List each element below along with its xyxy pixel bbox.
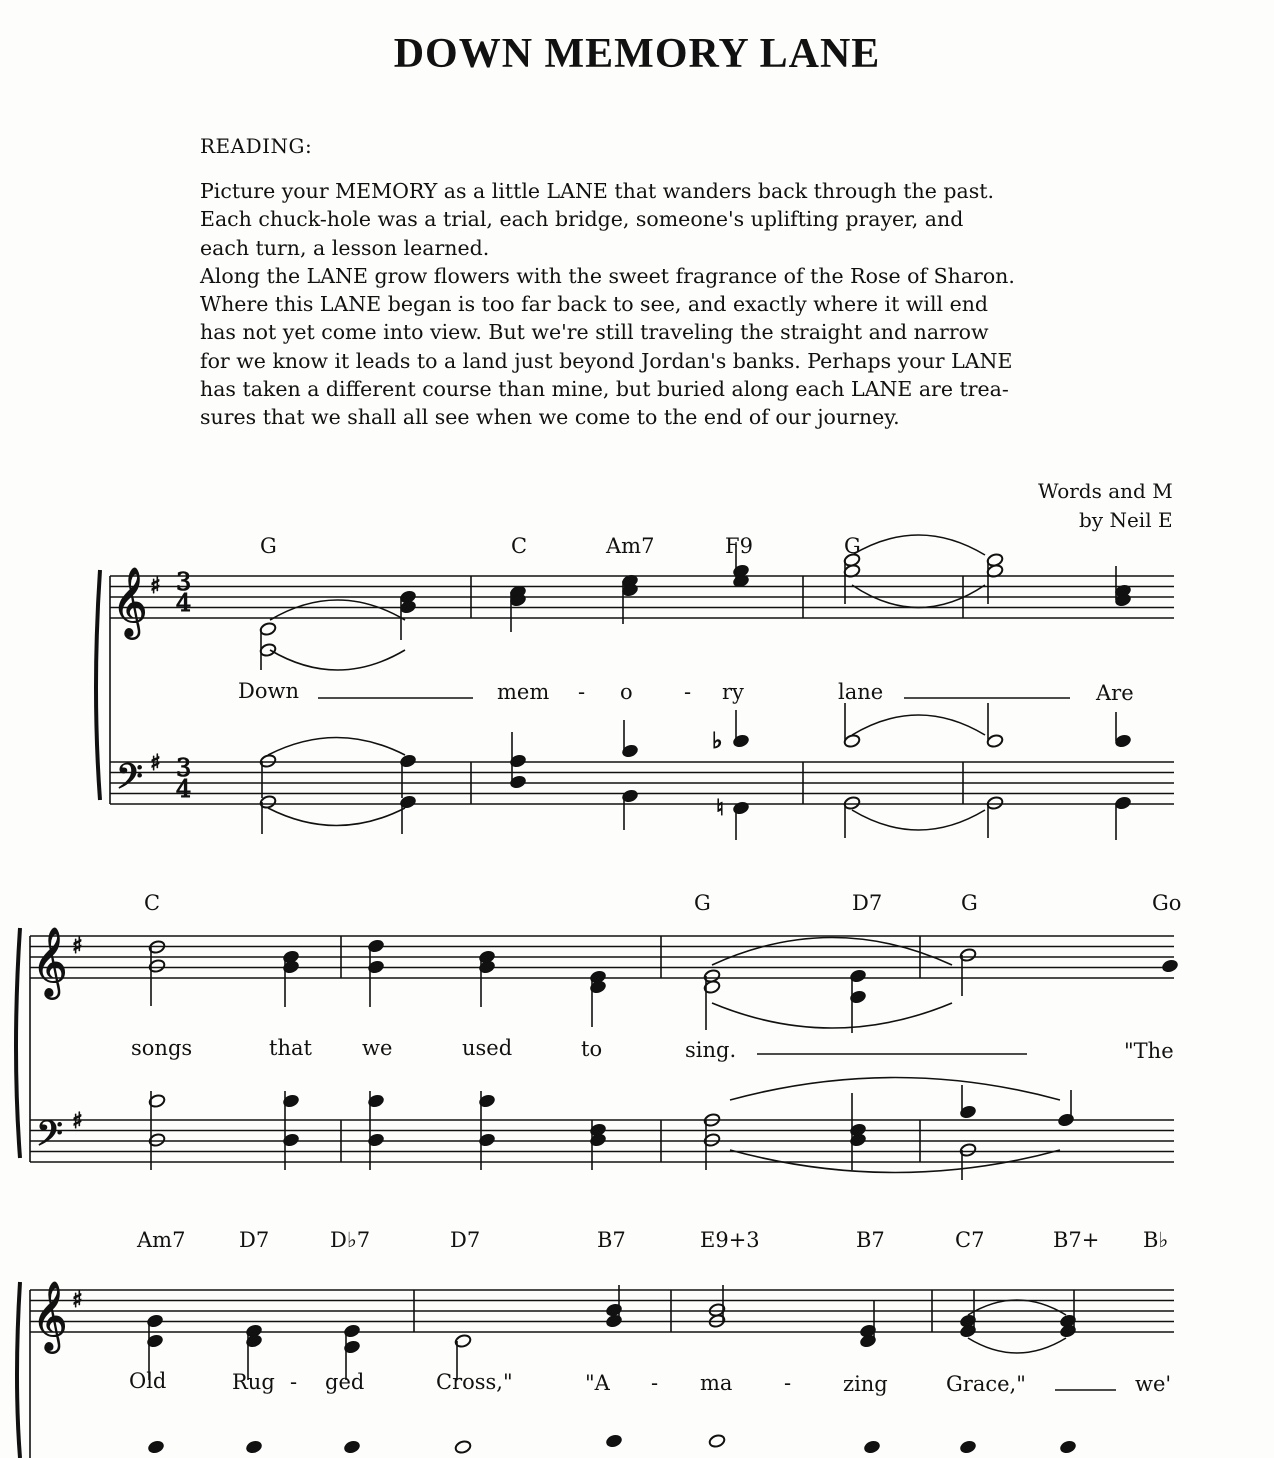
page-title: DOWN MEMORY LANE: [393, 31, 881, 77]
slur: [712, 938, 952, 966]
notehead: [1057, 1113, 1075, 1128]
lyric-syllable: to: [581, 1037, 603, 1061]
time-signature-denominator: 4: [176, 775, 192, 803]
lyric-syllable: Rug: [232, 1370, 275, 1394]
key-signature-sharp: ♯: [72, 1109, 83, 1134]
notehead: [245, 1440, 263, 1455]
lyric-syllable: ma: [700, 1371, 733, 1395]
lyric-syllable: o: [620, 680, 633, 704]
lyric-syllable: Grace,": [946, 1372, 1026, 1396]
key-signature-sharp: ♯: [72, 934, 83, 959]
reading-line: Each chuck-hole was a trial, each bridge, someone's uplifting prayer, and: [200, 207, 964, 232]
lyric-syllable: Down: [238, 679, 299, 703]
reading-line: each turn, a lesson learned.: [200, 235, 490, 260]
slur: [270, 650, 405, 670]
treble-clef: 𝄞: [112, 567, 148, 637]
reading-line: has not yet come into view. But we're still traveling the straight and narrow: [200, 320, 989, 345]
flat-accidental: ♭: [712, 729, 723, 754]
time-signature-denominator: 4: [176, 589, 192, 617]
lyric-syllable: "A: [585, 1371, 610, 1395]
chord-symbol: C: [144, 891, 161, 915]
credit-author: by Neil E: [1079, 508, 1173, 532]
lyric-syllable: we': [1135, 1372, 1172, 1396]
reading-line: Where this LANE began is too far back to see, and exactly where it will end: [200, 292, 989, 317]
slur: [852, 535, 985, 555]
lyric-syllable: Cross,": [436, 1370, 513, 1394]
notehead: [863, 1440, 881, 1455]
notehead: [732, 734, 750, 749]
slur: [968, 1300, 1066, 1315]
chord-symbol: B7: [597, 1228, 626, 1252]
bass-staff: [110, 762, 1174, 804]
slur: [730, 1078, 1060, 1101]
reading-line: for we know it leads to a land just beyond Jordan's banks. Perhaps your LANE: [200, 348, 1013, 373]
chord-symbol: E9+3: [700, 1228, 760, 1252]
slur: [852, 715, 985, 735]
lyric-syllable: -: [784, 1371, 792, 1395]
key-signature-sharp: ♯: [72, 1288, 83, 1313]
chord-symbol: D7: [852, 891, 883, 915]
reading-line: sures that we shall all see when we come to the end of our journey.: [200, 405, 900, 430]
slur: [712, 1003, 952, 1028]
reading-line: Picture your MEMORY as a little LANE that wanders back through the past.: [200, 179, 994, 203]
notehead: [259, 643, 277, 658]
chord-symbol: B7+: [1053, 1228, 1100, 1252]
lyric-syllable: Old: [129, 1369, 167, 1393]
chord-symbol: Am7: [606, 534, 655, 558]
slur: [270, 600, 405, 620]
reading-label: READING:: [200, 134, 313, 158]
lyric-syllable: zing: [843, 1372, 888, 1396]
lyric-syllable: -: [684, 680, 692, 704]
lyric-syllable: ry: [722, 680, 744, 704]
key-signature-sharp: ♯: [150, 574, 161, 599]
notehead: [399, 600, 417, 615]
reading-line: Along the LANE grow flowers with the sweet fragrance of the Rose of Sharon.: [200, 263, 1015, 288]
lyric-syllable: ged: [325, 1370, 365, 1394]
lyric-syllable: "The: [1124, 1039, 1174, 1063]
chord-symbol: G: [961, 891, 978, 915]
lyric-syllable: that: [269, 1036, 312, 1060]
notehead: [986, 734, 1004, 749]
treble-staff: [110, 576, 1174, 618]
notehead: [959, 1440, 977, 1455]
lyric-syllable: sing.: [685, 1038, 737, 1062]
system-brace: [17, 1282, 20, 1458]
notehead: [708, 1434, 726, 1449]
chord-symbol: G: [260, 534, 277, 558]
time-signature-numerator: 3: [176, 568, 192, 596]
treble-staff: [30, 1290, 1174, 1332]
notehead: [843, 734, 861, 749]
lyric-syllable: -: [290, 1370, 298, 1394]
notehead: [454, 1440, 472, 1455]
notehead: [1161, 959, 1179, 974]
lyric-syllable: Are: [1096, 681, 1134, 705]
chord-symbol: Am7: [137, 1228, 186, 1252]
chord-symbol: G: [844, 534, 861, 558]
treble-clef: 𝄞: [32, 1281, 68, 1351]
treble-clef: 𝄞: [32, 927, 68, 997]
chord-symbol: D7: [450, 1228, 481, 1252]
notehead: [732, 801, 750, 816]
lyric-syllable: we: [362, 1036, 393, 1060]
notehead: [1114, 734, 1132, 749]
slur: [968, 1338, 1066, 1353]
key-signature-sharp: ♯: [150, 751, 161, 776]
slur: [852, 810, 985, 830]
lyric-syllable: -: [578, 680, 586, 704]
lyric-syllable: -: [651, 1371, 659, 1395]
chord-symbol: D♭7: [330, 1228, 371, 1252]
natural-accidental: ♮: [716, 796, 724, 821]
credit-words-music: Words and M: [1038, 479, 1173, 503]
notehead: [1114, 796, 1132, 811]
system-brace: [16, 928, 20, 1158]
chord-symbol: B♭: [1143, 1228, 1169, 1252]
notehead: [605, 1314, 623, 1329]
notehead: [1059, 1440, 1077, 1455]
bass-clef: 𝄢: [36, 1113, 64, 1162]
chord-symbol: Go: [1152, 891, 1182, 915]
notehead: [343, 1440, 361, 1455]
chord-symbol: B7: [856, 1228, 885, 1252]
notehead: [259, 622, 277, 637]
chord-symbol: F9: [725, 534, 753, 558]
slur: [268, 808, 405, 826]
slur: [268, 738, 405, 756]
bass-clef: 𝄢: [116, 756, 144, 805]
lyric-syllable: songs: [131, 1036, 193, 1060]
chord-symbol: C: [511, 534, 528, 558]
lyric-syllable: used: [462, 1036, 513, 1060]
chord-symbol: D7: [239, 1228, 270, 1252]
notehead: [843, 796, 861, 811]
lyric-syllable: mem: [497, 680, 550, 704]
notehead: [147, 1440, 165, 1455]
notehead: [986, 796, 1004, 811]
reading-line: has taken a different course than mine, but buried along each LANE are trea-: [200, 377, 1009, 402]
chord-symbol: G: [694, 891, 711, 915]
chord-symbol: C7: [955, 1228, 985, 1252]
lyric-syllable: lane: [838, 680, 884, 704]
system-brace: [96, 570, 100, 800]
time-signature-numerator: 3: [176, 754, 192, 782]
notehead: [605, 1434, 623, 1449]
